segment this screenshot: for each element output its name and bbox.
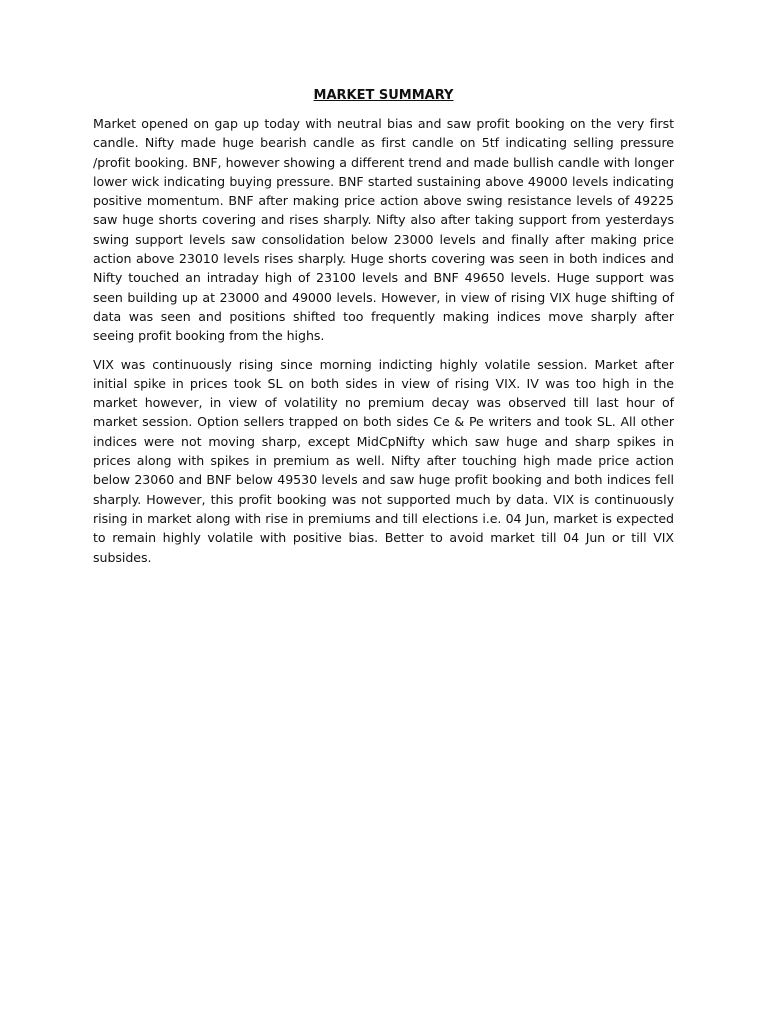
paragraph-vix-volatility: VIX was continuously rising since morning indicting highly volatile session. Market after initial spike in prices took SL on both sides in view of rising VIX. IV was too high in the market however, in view of volatility no premium decay was observed till last hour of market session. Option sellers trapped on both sides Ce & Pe writers and took SL. All other indices were not moving sharp, except MidCpNifty which saw huge and sharp spikes in prices along with spikes in premium as well. Nifty after touching high made price action below 23060 and BNF below 49530 levels and saw huge profit booking and both indices fell sharply. However, this profit booking was not supported much by data. VIX is continuously rising in market along with rise in premiums and till elections i.e. 04 Jun, market is expected to remain highly volatile with positive bias. Better to avoid market till 04 Jun or till VIX subsides.: [93, 356, 674, 565]
document-title: MARKET SUMMARY: [313, 88, 454, 103]
document-body: [93, 87, 674, 576]
paragraph-market-opening: Market opened on gap up today with neutral bias and saw profit booking on the very first candle. Nifty made huge bearish candle as first candle on 5tf indicating selling pressure /profit booking. BNF, however showing a different trend and made bullish candle with longer lower wick indicating buying pressure. BNF started sustaining above 49000 levels indicating positive momentum. BNF after making price action above swing resistance levels of 49225 saw huge shorts covering and rises sharply. Nifty also after taking support from yesterdays swing support levels saw consolidation below 23000 levels and finally after making price action above 23010 levels rises sharply. Huge shorts covering was seen in both indices and Nifty touched an intraday high of 23100 levels and BNF 49650 levels. Huge support was seen building up at 23000 and 49000 levels. However, in view of rising VIX huge shifting of data was seen and positions shifted too frequently making indices move sharply after seeing profit booking from the highs.: [93, 116, 674, 344]
